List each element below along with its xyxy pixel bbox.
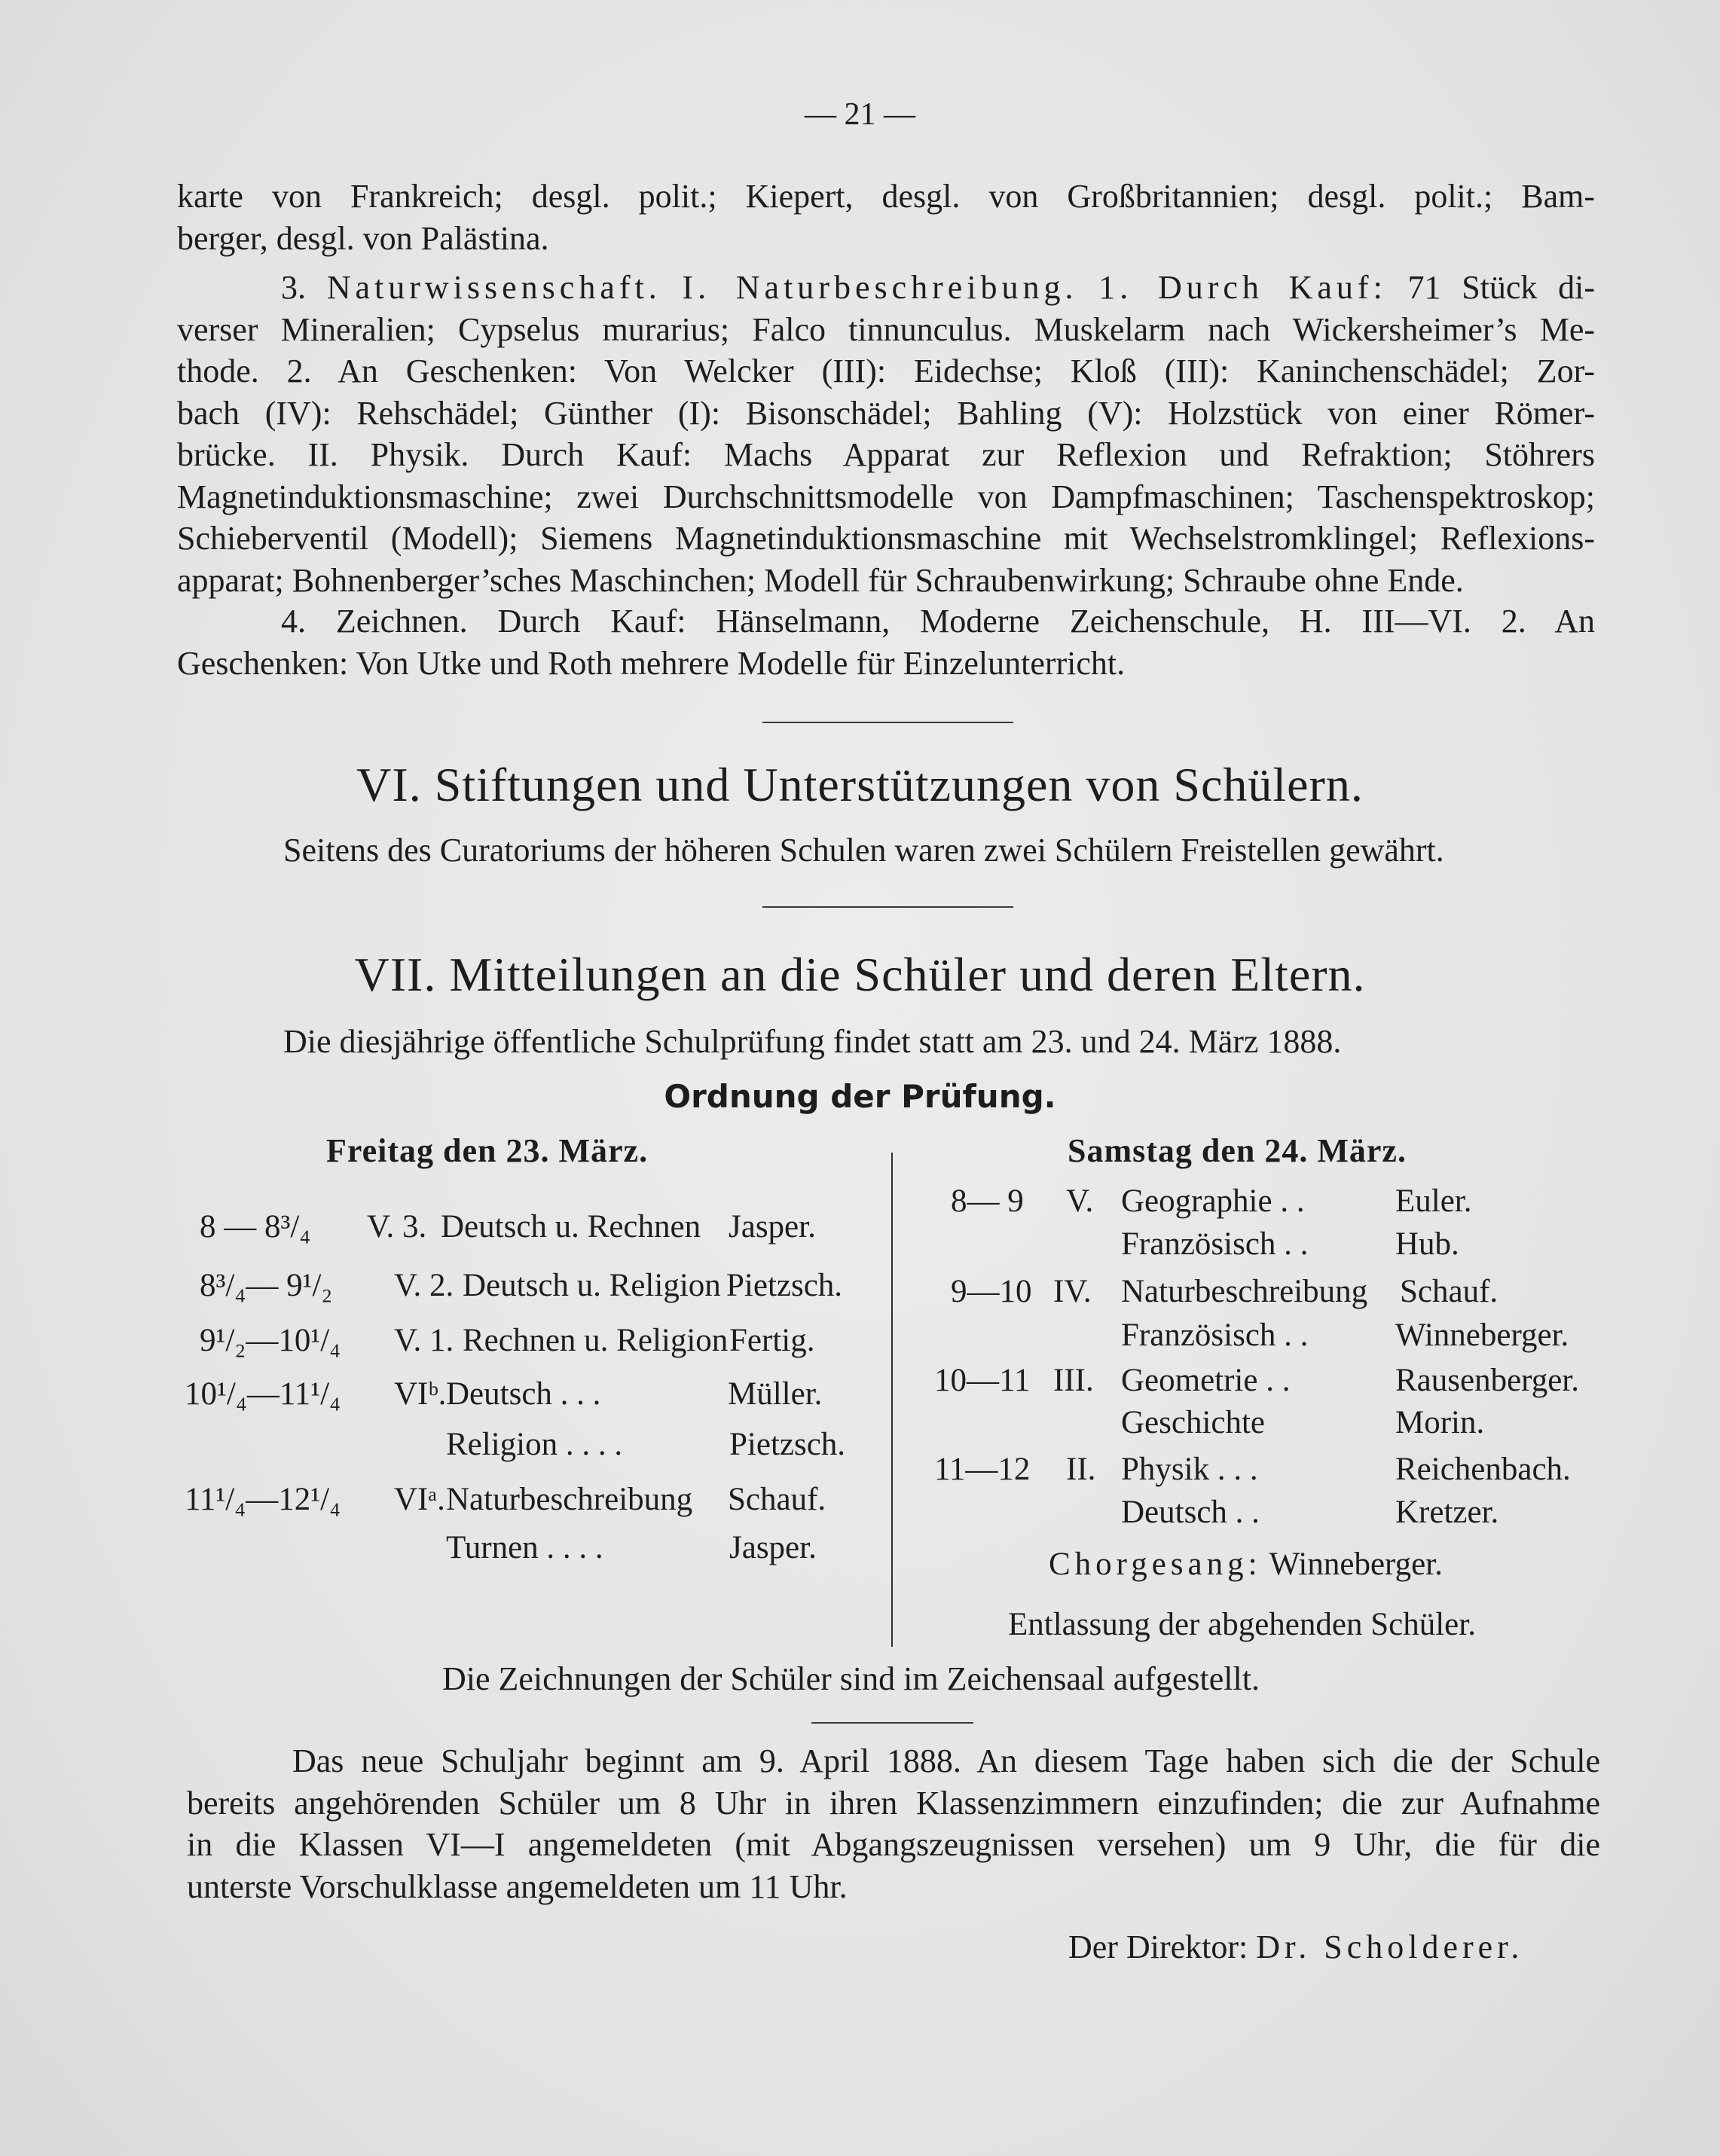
schedule-subject: Physik . . .: [1121, 1452, 1258, 1487]
text-line: [177, 267, 1595, 309]
chorgesang-entry: [1049, 1546, 1443, 1583]
column-divider: [891, 1153, 893, 1647]
schedule-teacher: Jasper.: [729, 1530, 817, 1565]
schedule-time: 11¹/₄—12¹/₄: [185, 1482, 341, 1517]
text-line: Magnetinduktionsmaschine; zwei Durchschnittsmodelle von Dampfmaschinen; Taschenspektroskop;: [177, 478, 1595, 515]
text-line: thode. 2. An Geschenken: Von Welcker (III): Eidechse; Kloß (III): Kaninchenschädel; Zor-: [177, 353, 1595, 389]
schedule-teacher: Jasper.: [729, 1209, 816, 1244]
section-heading: VI. Stiftungen und Unterstützungen von Schülern.: [356, 758, 1364, 811]
section-text: Seitens des Curatoriums der höheren Schulen waren zwei Schülern Freistellen gewährt.: [283, 832, 1444, 869]
schedule-teacher: Müller.: [728, 1376, 823, 1412]
text-line: apparat; Bohnenberger’sches Maschinchen; Modell für Schraubenwirkung; Schraube ohne Ende.: [177, 561, 1464, 599]
schedule-time: 11—12: [934, 1452, 1031, 1487]
schedule-time: 10¹/₄—11¹/₄: [185, 1376, 341, 1412]
separator-rule: [811, 1722, 973, 1724]
schedule-class: VIᵃ.: [394, 1482, 445, 1517]
text-line: 4. Zeichnen. Durch Kauf: Hänselmann, Moderne Zeichenschule, H. III—VI. 2. An: [281, 603, 1595, 640]
separator-rule: [762, 722, 1013, 723]
schedule-subject: Naturbeschreibung: [446, 1482, 693, 1517]
schedule-class: II.: [1066, 1452, 1096, 1487]
schedule-time: 8— 9: [951, 1183, 1024, 1219]
schedule-subject: Geometrie . .: [1121, 1363, 1291, 1398]
schedule-time: 9—10: [951, 1274, 1032, 1309]
schedule-teacher: Schauf.: [728, 1482, 826, 1517]
chorgesang-label: Chorgesang:: [1049, 1547, 1262, 1582]
page-number: — 21 —: [805, 97, 915, 132]
text-line: brücke. II. Physik. Durch Kauf: Machs Apparat zur Reflexion und Refraktion; Stöhrers: [177, 436, 1595, 473]
signature-label: Der Direktor:: [1068, 1928, 1248, 1965]
text-line: Das neue Schuljahr beginnt am 9. April 1888. An diesem Tage haben sich die der Schule: [292, 1742, 1600, 1779]
schedule-subject: Geographie . .: [1121, 1183, 1305, 1219]
text-line: unterste Vorschulklasse angemeldeten um 11 Uhr.: [187, 1867, 848, 1905]
schedule-class: V. 3.: [367, 1209, 427, 1244]
schedule-subject: Deutsch . . .: [446, 1376, 601, 1412]
schedule-subject: Deutsch . .: [1121, 1495, 1260, 1530]
schedule-subject: Französisch . .: [1121, 1226, 1309, 1262]
schedule-subject: Deutsch u. Religion: [463, 1268, 721, 1303]
signature: [1068, 1928, 1523, 1966]
section-number: 3.: [281, 269, 306, 306]
schedule-teacher: Kretzer.: [1395, 1495, 1499, 1530]
text-fragment: 71 Stück di-: [1407, 269, 1596, 306]
schedule-subject: Rechnen u. Religion: [463, 1323, 729, 1358]
schedule-subject: Naturbeschreibung: [1121, 1274, 1368, 1309]
schedule-teacher: Schauf.: [1400, 1274, 1499, 1309]
schedule-teacher: Morin.: [1395, 1405, 1485, 1440]
schedule-class: V.: [1066, 1183, 1094, 1219]
schedule-subject: Deutsch u. Rechnen: [441, 1209, 701, 1244]
schedule-title: Ordnung der Prüfung.: [664, 1078, 1056, 1115]
schuljahr-paragraph: [187, 1740, 1600, 1907]
schedule-teacher: Pietzsch.: [726, 1268, 843, 1303]
schedule-subject: Turnen . . . .: [446, 1530, 603, 1565]
schedule-time: 9¹/₂—10¹/₄: [200, 1323, 341, 1358]
text-line: berger, desgl. von Palästina.: [177, 219, 549, 257]
text-line: Geschenken: Von Utke und Roth mehrere Modelle für Einzelunterricht.: [177, 644, 1126, 682]
intro-paragraph: [177, 176, 1595, 259]
schedule-subject: Religion . . . .: [446, 1427, 623, 1462]
section-text: Die diesjährige öffentliche Schulprüfung findet statt am 23. und 24. März 1888.: [283, 1023, 1342, 1060]
friday-heading: Freitag den 23. März.: [326, 1132, 649, 1169]
schedule-teacher: Pietzsch.: [729, 1427, 846, 1462]
schedule-class: V. 2.: [394, 1268, 454, 1303]
schedule-teacher: Hub.: [1395, 1226, 1459, 1262]
schedule-teacher: Reichenbach.: [1395, 1452, 1571, 1487]
schedule-teacher: Rausenberger.: [1395, 1363, 1579, 1398]
schedule-time: 8³/₄— 9¹/₂: [200, 1268, 333, 1303]
text-line: bereits angehörenden Schüler um 8 Uhr in ihren Klassenzimmern einzufinden; die zur Aufnahme: [187, 1784, 1600, 1822]
section-label: Naturwissenschaft.: [326, 269, 661, 306]
schedule-time: 10—11: [934, 1363, 1031, 1398]
entlassung-note: Entlassung der abgehenden Schüler.: [1008, 1607, 1476, 1642]
schedule-teacher: Winneberger.: [1395, 1318, 1569, 1353]
schedule-teacher: Winneberger.: [1269, 1547, 1443, 1582]
schedule-subject: Geschichte: [1121, 1405, 1266, 1440]
schedule-teacher: Fertig.: [729, 1323, 815, 1358]
schedule-teacher: Euler.: [1395, 1183, 1472, 1219]
schedule-class: III.: [1053, 1363, 1094, 1398]
saturday-heading: Samstag den 24. März.: [1068, 1132, 1407, 1169]
zeichnen-paragraph: [177, 600, 1595, 684]
schedule-time: 8 — 8³/₄: [200, 1209, 311, 1244]
signature-name: Dr. Scholderer.: [1256, 1928, 1524, 1965]
separator-rule: [762, 906, 1013, 908]
schedule-subject: Französisch . .: [1121, 1318, 1309, 1353]
naturwissenschaft-paragraph: [177, 267, 1595, 601]
schedule-class: VIᵇ.: [394, 1376, 447, 1412]
text-line: verser Mineralien; Cypselus murarius; Falco tinnunculus. Muskelarm nach Wickersheimer’s Me-: [177, 310, 1595, 348]
drawings-note: Die Zeichnungen der Schüler sind im Zeichensaal aufgestellt.: [442, 1660, 1260, 1697]
schedule-class: IV.: [1053, 1274, 1092, 1309]
section-heading: VII. Mitteilungen an die Schüler und deren Eltern.: [354, 948, 1366, 1001]
schedule-class: V. 1.: [394, 1323, 454, 1358]
text-line: in die Klassen VI—I angemeldeten (mit Abgangszeugnissen versehen) um 9 Uhr, die für die: [187, 1826, 1600, 1863]
subsection-label: I. Naturbeschreibung.: [682, 269, 1078, 306]
purchase-label: 1. Durch Kauf:: [1098, 269, 1387, 306]
text-line: karte von Frankreich; desgl. polit.; Kiepert, desgl. von Großbritannien; desgl. polit.; Bam-: [177, 178, 1595, 215]
text-line: Schieberventil (Modell); Siemens Magnetinduktionsmaschine mit Wechselstromklingel; Reflexions-: [177, 520, 1595, 557]
text-line: bach (IV): Rehschädel; Günther (I): Bisonschädel; Bahling (V): Holzstück von einer Römer-: [177, 394, 1595, 432]
